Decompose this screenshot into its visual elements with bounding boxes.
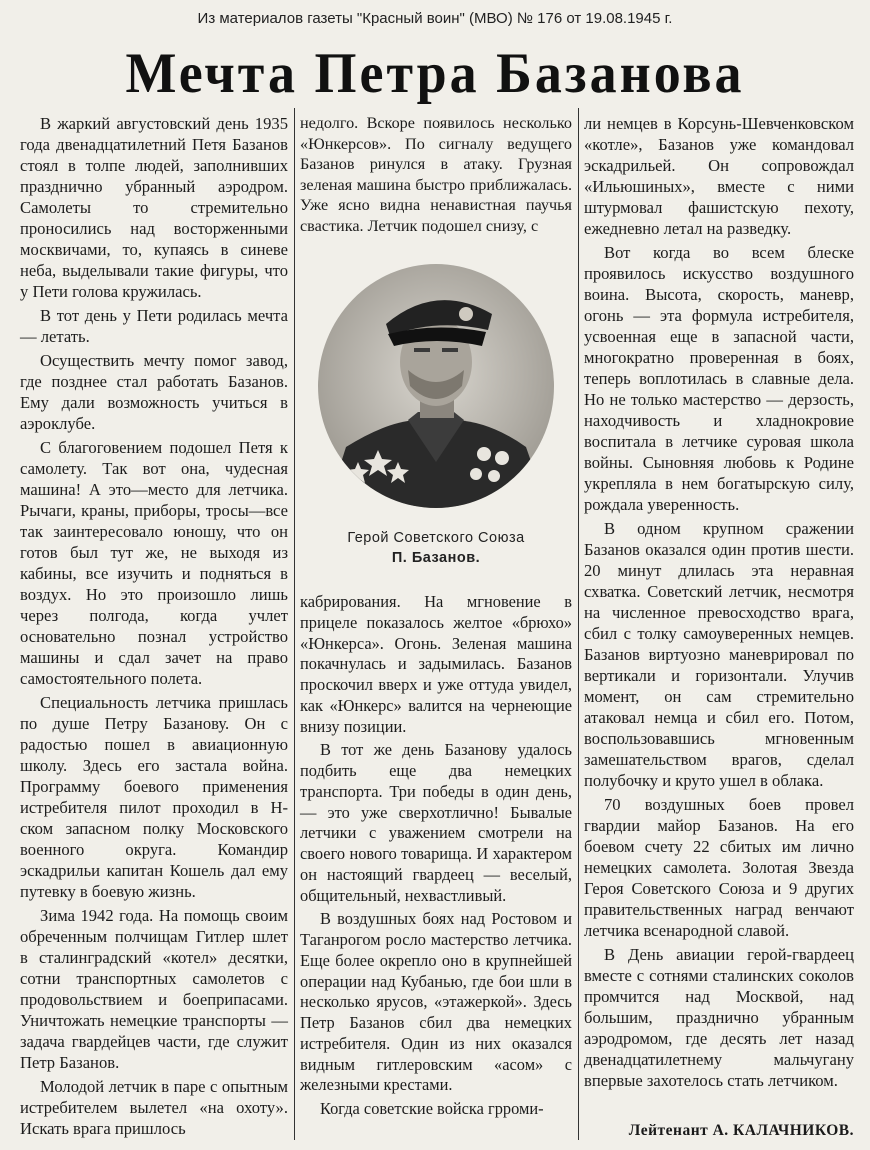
paragraph: Зима 1942 года. На помощь своим обреченным полчищам Гитлер шлет в сталинградский «котел» десятки, сотни транспортных самолетов с продовольствием и боеприпасами. Уничтожать немецкие транспорты — задача гвардейцев части, где служит Петр Базанов. <box>20 906 288 1072</box>
paragraph: Молодой летчик в паре с опытным истребителем вылетел «на охоту». Искать врага пришлось <box>20 1077 288 1138</box>
photo-caption-title: Герой Советского Союза <box>347 530 525 546</box>
paragraph: 70 воздушных боев провел гвардии майор Базанов. На его боевом счету 22 сбитых им лично немецких самолета. Золотая Звезда Героя Советского Союза и 9 других правительственных наград венчают летчика всенародной славой. <box>584 795 854 940</box>
paragraph: В тот день у Пети родилась мечта — летать. <box>20 306 288 346</box>
article-column-2-top <box>300 113 572 239</box>
paragraph: Когда советские войска грроми- <box>320 1099 544 1118</box>
paragraph: кабрирования. На мгновение в прицеле показалось желтое «брюхо» «Юнкерса». Огонь. Зеленая машина покачнулась и задымилась. Базанов проскочил вверх и уже оттуда увидел, как «Юнкерс» валится на чернеющие внизу позиции. <box>300 592 572 736</box>
column-rule <box>578 108 579 1140</box>
paragraph: В тот же день Базанову удалось подбить еще два немецких транспорта. Три победы в один день, — это уже сверхотлично! Бывалые летчики с уважением смотрели на своего нового товарища. И характером он настоящий гвардеец — веселый, общительный, нехвастливый. <box>300 740 572 905</box>
paragraph: В жаркий августовский день 1935 года двенадцатилетний Петя Базанов стоял в толпе людей, заполнивших празднично убранный аэродром. Самолеты то стремительно проносились над восторженными москвичами, то, купаясь в синеве неба, выделывали такие фигуры, что у Пети голова кружилась. <box>20 114 288 301</box>
paragraph: С благоговением подошел Петя к самолету. Так вот она, чудесная машина! А это—место для летчика. Рычаги, краны, приборы, тросы—все так заинтересовало юношу, что он готов был тут же, не выходя из кабины, все изучить и подняться в воздух. Но это произошло лишь через полгода, когда учлет основательно познал устройство машины и сдал зачет на право самостоятельного полета. <box>20 438 288 688</box>
paragraph: Осуществить мечту помог завод, где позднее стал работать Базанов. Ему дали возможность учиться в аэроклубе. <box>20 351 288 433</box>
paragraph: В одном крупном сражении Базанов оказался один против шести. 20 минут длилась эта неравная схватка. Советский летчик, несмотря на численное превосходство врага, сбил с толку самоуверенных немцев. Базанов виртуозно маневрировал по вертикали и горизонтали. Улучив момент, он сам стремительно атаковал немца и сбил его. Потом, воспользовавшись мгновенным замешательством врагов, сделал полубочку и круто ушел в облака. <box>584 519 854 790</box>
paragraph: недолго. Вскоре появилось несколько «Юнкерсов». По сигналу ведущего Базанов ринулся в атаку. Грузная зеленая машина быстро приближалась. Уже ясно видна ненавистная паучья свастика. Летчик подошел снизу, с <box>300 114 572 235</box>
paragraph: ли немцев в Корсунь-Шевченковском «котле», Базанов уже командовал эскадрильей. Он сопровождал «Ильюшиных», вместе с ними штурмовал фашистскую пехоту, ежедневно летал на разведку. <box>584 114 854 238</box>
article-headline: Мечта Петра Базанова <box>125 41 745 105</box>
hero-portrait <box>316 262 556 510</box>
paragraph: Специальность летчика пришлась по душе Петру Базанову. Он с радостью пошел в авиационную школу. Здесь его застала война. Программу боевого применения истребителя пилот проходил в Н-ском запасном полку Московского военного округа. Командир эскадрильи капитан Кошель дал ему путевку в боевую жизнь. <box>20 693 288 901</box>
article-column-2-bottom <box>300 592 572 1123</box>
author-byline: Лейтенант А. КАЛАЧНИКОВ. <box>628 1122 854 1139</box>
article-column-3 <box>584 113 854 1094</box>
paragraph: В День авиации герой-гвардеец вместе с сотнями сталинских соколов промчится над Москвой, над большим, празднично убранным аэродромом, где десять лет назад двенадцатилетнему мальчугану впервые захотелось стать летчиком. <box>584 945 854 1090</box>
article-column-1 <box>20 113 288 1142</box>
source-note: Из материалов газеты "Красный воин" (МВО) № 176 от 19.08.1945 г. <box>197 10 673 27</box>
paragraph: Вот когда во всем блеске проявилось искусство воздушного воина. Высота, скорость, маневр, огонь — эта формула истребителя, усвоенная еще в запасной части, многократно проверенная в боях, теперь воплотилась в славные дела. Но не только мастерство — дерзость, находчивость и хладнокровие воспитала в летчике суровая школа войны. Сыновняя любовь к Родине укрепляла в нем богатырскую силу, рождала уверенность. <box>584 243 854 514</box>
paragraph: В воздушных боях над Ростовом и Таганрогом росло мастерство летчика. Еще более окрепло оно в крупнейшей операции над Кубанью, где бои шли в несколько ярусов, «этажеркой». Здесь Петр Базанов сбил два немецких истребителя. Один из них оказался видным гитлеровским «асом» с железными крестами. <box>300 909 572 1095</box>
photo-caption-name: П. Базанов. <box>391 550 481 566</box>
column-rule <box>294 108 295 1140</box>
